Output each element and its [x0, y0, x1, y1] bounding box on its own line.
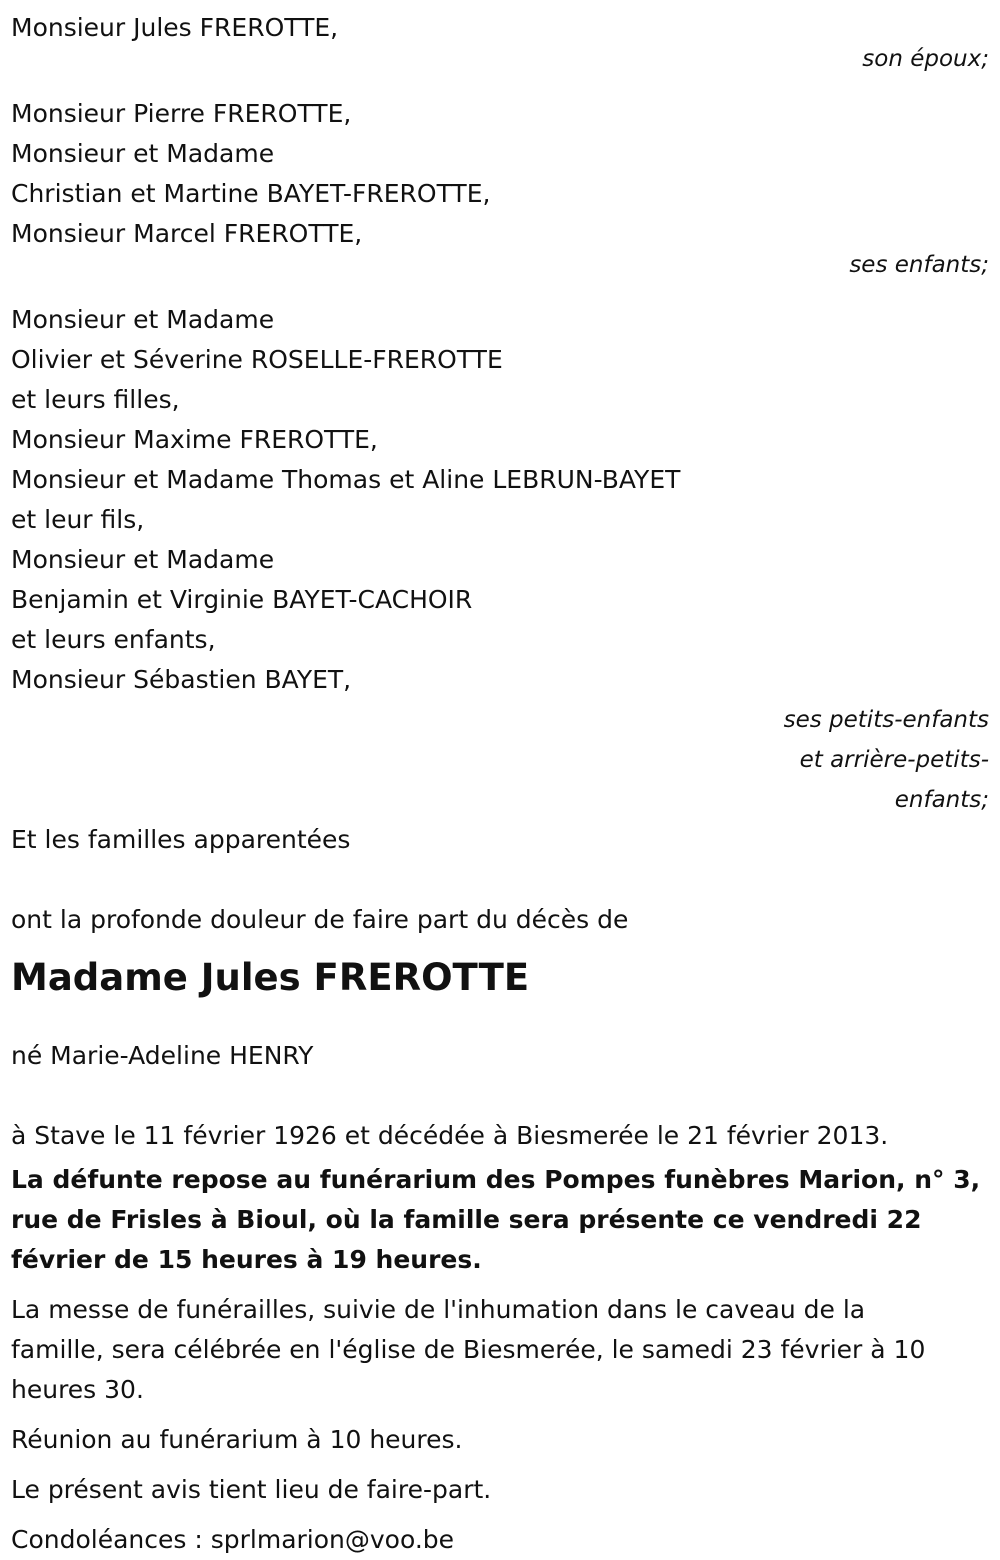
viewing-info — [11, 1160, 989, 1280]
maiden-name: né Marie-Adeline HENRY — [11, 1041, 314, 1070]
meeting-info: Réunion au funérarium à 10 heures. — [11, 1425, 463, 1454]
child-line: Monsieur et Madame — [11, 139, 275, 168]
children-role: ses enfants; — [849, 252, 989, 278]
spouse-section — [11, 8, 989, 72]
grandchild-line: Monsieur et Madame Thomas et Aline LEBRUN-BAYET — [11, 465, 681, 494]
funeral-line: heures 30. — [11, 1375, 144, 1404]
children-section — [11, 94, 989, 278]
condolences-line: Condoléances : sprlmarion@voo.be — [11, 1525, 455, 1554]
spouse-name: Monsieur Jules FREROTTE, — [11, 13, 339, 42]
notice-line: Le présent avis tient lieu de faire-part. — [11, 1475, 492, 1504]
grandchild-line: et leurs enfants, — [11, 625, 216, 654]
child-line: Christian et Martine BAYET-FREROTTE, — [11, 179, 491, 208]
viewing-line: février de 15 heures à 19 heures. — [11, 1245, 482, 1274]
grandchild-line: Monsieur Maxime FREROTTE, — [11, 425, 378, 454]
deceased-name: Madame Jules FREROTTE — [11, 956, 530, 999]
viewing-line: La défunte repose au funérarium des Pompes funèbres Marion, n° 3, — [11, 1165, 981, 1194]
obituary-notice — [11, 8, 989, 1560]
grandchildren-section — [11, 300, 989, 820]
grandchild-line: Monsieur et Madame — [11, 305, 275, 334]
grandchild-line: et leur fils, — [11, 505, 145, 534]
grandchildren-role-line: enfants; — [894, 787, 989, 813]
families-line: Et les familles apparentées — [11, 825, 351, 854]
grandchildren-role-line: ses petits-enfants — [783, 707, 989, 733]
grandchild-line: Monsieur et Madame — [11, 545, 275, 574]
viewing-line: rue de Frisles à Bioul, où la famille sera présente ce vendredi 22 — [11, 1205, 922, 1234]
grandchild-line: et leurs filles, — [11, 385, 180, 414]
spouse-role: son époux; — [862, 46, 989, 72]
birth-death-dates: à Stave le 11 février 1926 et décédée à Biesmerée le 21 février 2013. — [11, 1121, 889, 1150]
grandchildren-role-line: et arrière-petits- — [799, 747, 989, 773]
funeral-info — [11, 1290, 989, 1410]
announcement-line: ont la profonde douleur de faire part du décès de — [11, 905, 629, 934]
child-line: Monsieur Pierre FREROTTE, — [11, 99, 352, 128]
grandchild-line: Olivier et Séverine ROSELLE-FREROTTE — [11, 345, 503, 374]
grandchild-line: Monsieur Sébastien BAYET, — [11, 665, 352, 694]
funeral-line: La messe de funérailles, suivie de l'inhumation dans le caveau de la — [11, 1295, 866, 1324]
grandchild-line: Benjamin et Virginie BAYET-CACHOIR — [11, 585, 473, 614]
funeral-line: famille, sera célébrée en l'église de Biesmerée, le samedi 23 février à 10 — [11, 1335, 926, 1364]
child-line: Monsieur Marcel FREROTTE, — [11, 219, 363, 248]
